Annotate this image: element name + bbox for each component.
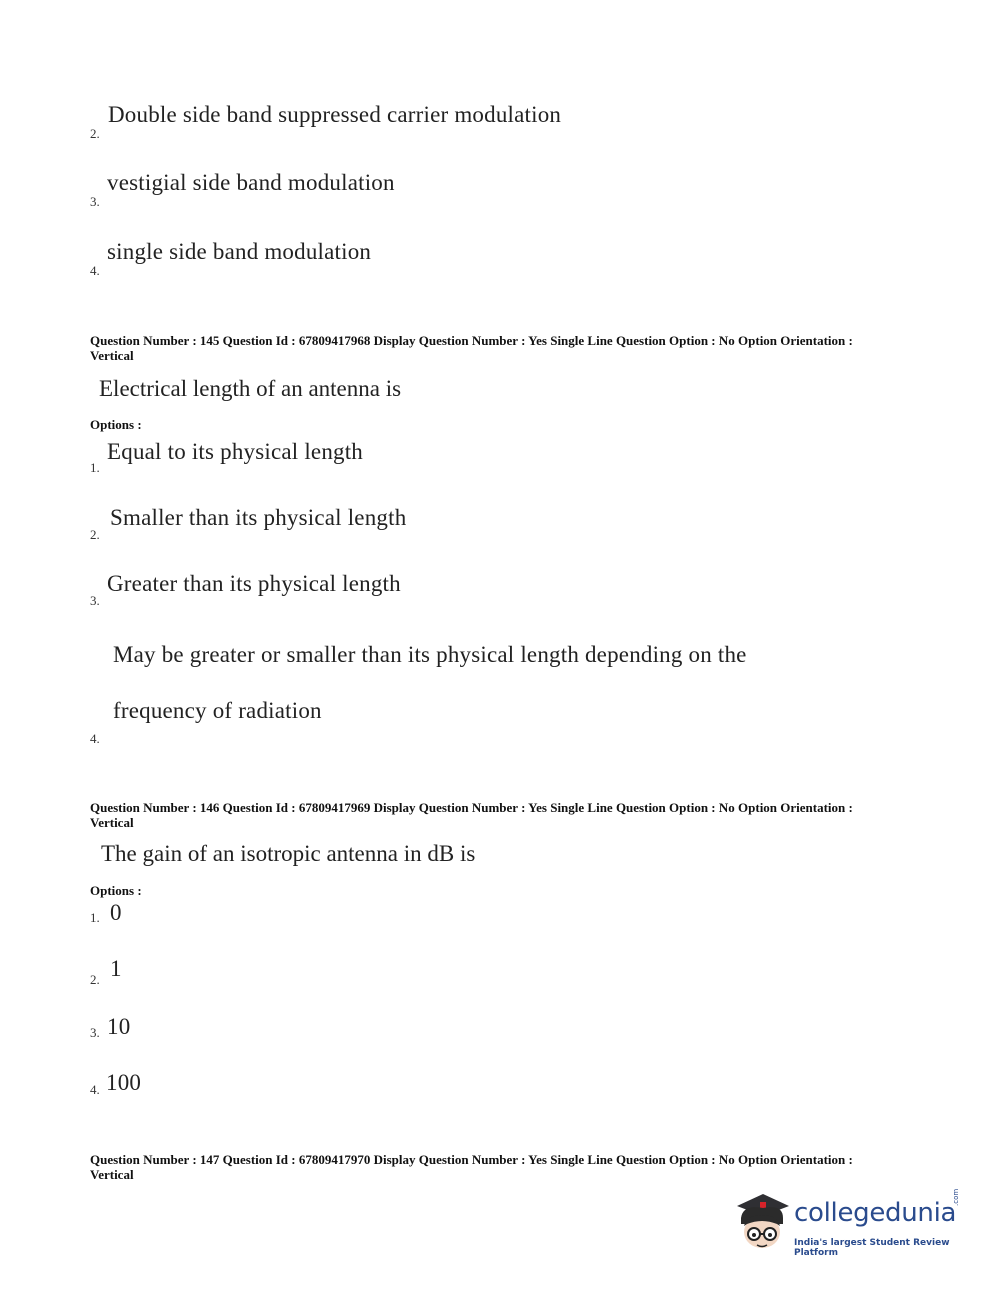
option-number: 4.: [90, 263, 100, 278]
option-text: Greater than its physical length: [107, 571, 401, 596]
option-text: 100: [106, 1070, 142, 1095]
option-text: single side band modulation: [107, 239, 372, 264]
option-text: Equal to its physical length: [107, 439, 364, 464]
question-text: The gain of an isotropic antenna in dB is: [101, 841, 476, 866]
option-text: Double side band suppressed carrier modulation: [108, 102, 562, 127]
option-number: 4.: [90, 731, 100, 746]
question-meta: Question Number : 145 Question Id : 67809417968 Display Question Number : Yes Single Line Question Option : No Option Orientation : Vertical: [90, 333, 853, 363]
option-number: 2.: [90, 527, 100, 542]
option-number: 2.: [90, 972, 100, 987]
option-number: 4.: [90, 1082, 100, 1097]
option-text: vestigial side band modulation: [107, 170, 395, 195]
logo-suffix: .com: [952, 1188, 960, 1206]
collegedunia-logo: [733, 1188, 963, 1260]
option-number: 3.: [90, 593, 100, 608]
mascot-icon: [733, 1188, 793, 1260]
option-text: frequency of radiation: [113, 698, 322, 723]
options-label: Options :: [90, 883, 142, 898]
option-number: 1.: [90, 910, 100, 925]
option-number: 1.: [90, 460, 100, 475]
options-label: Options :: [90, 417, 142, 432]
logo-wordmark: collegedunia: [794, 1198, 957, 1228]
option-number: 3.: [90, 194, 100, 209]
question-meta: Question Number : 147 Question Id : 67809417970 Display Question Number : Yes Single Line Question Option : No Option Orientation : Vertical: [90, 1152, 853, 1182]
option-text: Smaller than its physical length: [110, 505, 407, 530]
logo-tagline: India's largest Student Review Platform: [794, 1238, 950, 1258]
option-number: 2.: [90, 126, 100, 141]
question-text: Electrical length of an antenna is: [99, 376, 402, 401]
option-text: 10: [107, 1014, 131, 1039]
option-number: 3.: [90, 1025, 100, 1040]
option-text: May be greater or smaller than its physical length depending on the: [113, 642, 747, 667]
option-text: 0: [110, 900, 122, 925]
option-text: 1: [110, 956, 122, 981]
question-meta: Question Number : 146 Question Id : 67809417969 Display Question Number : Yes Single Line Question Option : No Option Orientation : Vertical: [90, 800, 853, 830]
